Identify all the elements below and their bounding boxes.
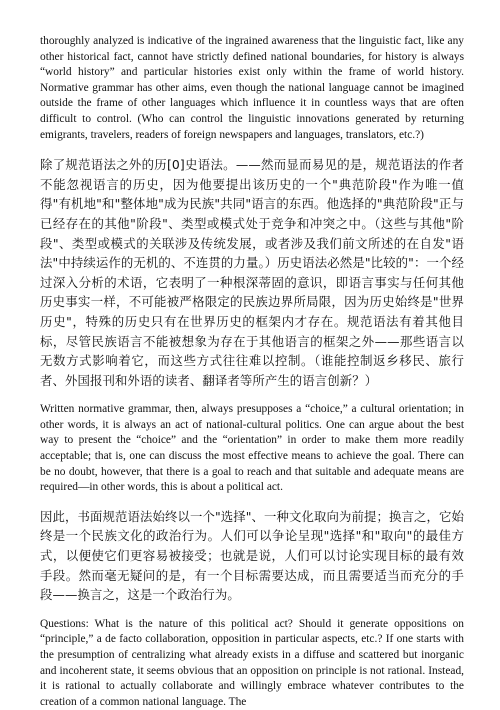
english-paragraph-3: Questions: What is the nature of this political act? Should it generate oppositions on “principle,” a de facto collaboration, opposition in particular aspects, etc.? If one starts with the presumption of centralizing what already exists in a diffuse and scattered but inorganic and incoherent state, it seems obvious that an opposition on principle is not rational. Instead, it is rational to actually collaborate and willingly embrace whatever contributes to the creation of a common national language. The	[40, 617, 464, 708]
chinese-paragraph-1: 除了规范语法之外的历[0]史语法。——然而显而易见的是，规范语法的作者不能忽视语言的历史，因为他要提出该历史的一个"典范阶段"作为唯一值得"有机地"和"整体地"成为民族"共同"语言的东西。他选择的"典范阶段"正与已经存在的其他"阶段"、类型或模式处于竞争和冲突之中。（这些与其他"阶段"、类型或模式的关联涉及传统发展，或者涉及我们前文所述的在自发"语法"中持续运作的无机的、不连贯的力量。）历史语法必然是"比较的"：一个经过深入分析的术语，它表明了一种根深蒂固的意识，即语言事实与任何其他历史事实一样，不可能被严格限定的民族边界所局限，因为历史始终是"世界历史"，特殊的历史只有在世界历史的框架内才存在。规范语法有着其他目标，尽管民族语言不能被想象为存在于其他语言的框架之外——那些语言以无数方式影响着它，而这些方式往往难以控制。（谁能控制返乡移民、旅行者、外国报刊和外语的读者、翻译者等所产生的语言创新？）	[40, 157, 464, 388]
english-paragraph-2: Written normative grammar, then, always presupposes a “choice,” a cultural orientation; in other words, it is always an act of national-cultural politics. One can argue about the best way to present the “choice” and the “orientation” in order to make them more readily acceptable; that is, one can discuss the most effective means to achieve the goal. There can be no doubt, however, that there is a goal to reach and that suitable and adequate means are required—in other words, this is about a political act.	[40, 403, 464, 494]
document-page	[40, 34, 464, 710]
chinese-paragraph-2: 因此，书面规范语法始终以一个"选择"、一种文化取向为前提；换言之，它始终是一个民族文化的政治行为。人们可以争论呈现"选择"和"取向"的最佳方式，以便使它们更容易被接受；也就是说，人们可以讨论实现目标的最有效手段。然而毫无疑问的是，有一个目标需要达成，而且需要适当而充分的手段——换言之，这是一个政治行为。	[40, 508, 464, 603]
english-paragraph-1: thoroughly analyzed is indicative of the ingrained awareness that the linguistic fact, like any other historical fact, cannot have strictly defined national boundaries, for history is always “world history” and particular histories exist only within the frame of world history. Normative grammar has other aims, even though the national language cannot be imagined outside the frame of other languages which influence it in countless ways that are often difficult to control. (Who can control the linguistic innovations generated by returning emigrants, travelers, readers of foreign newspapers and languages, translators, etc.?)	[40, 35, 464, 141]
